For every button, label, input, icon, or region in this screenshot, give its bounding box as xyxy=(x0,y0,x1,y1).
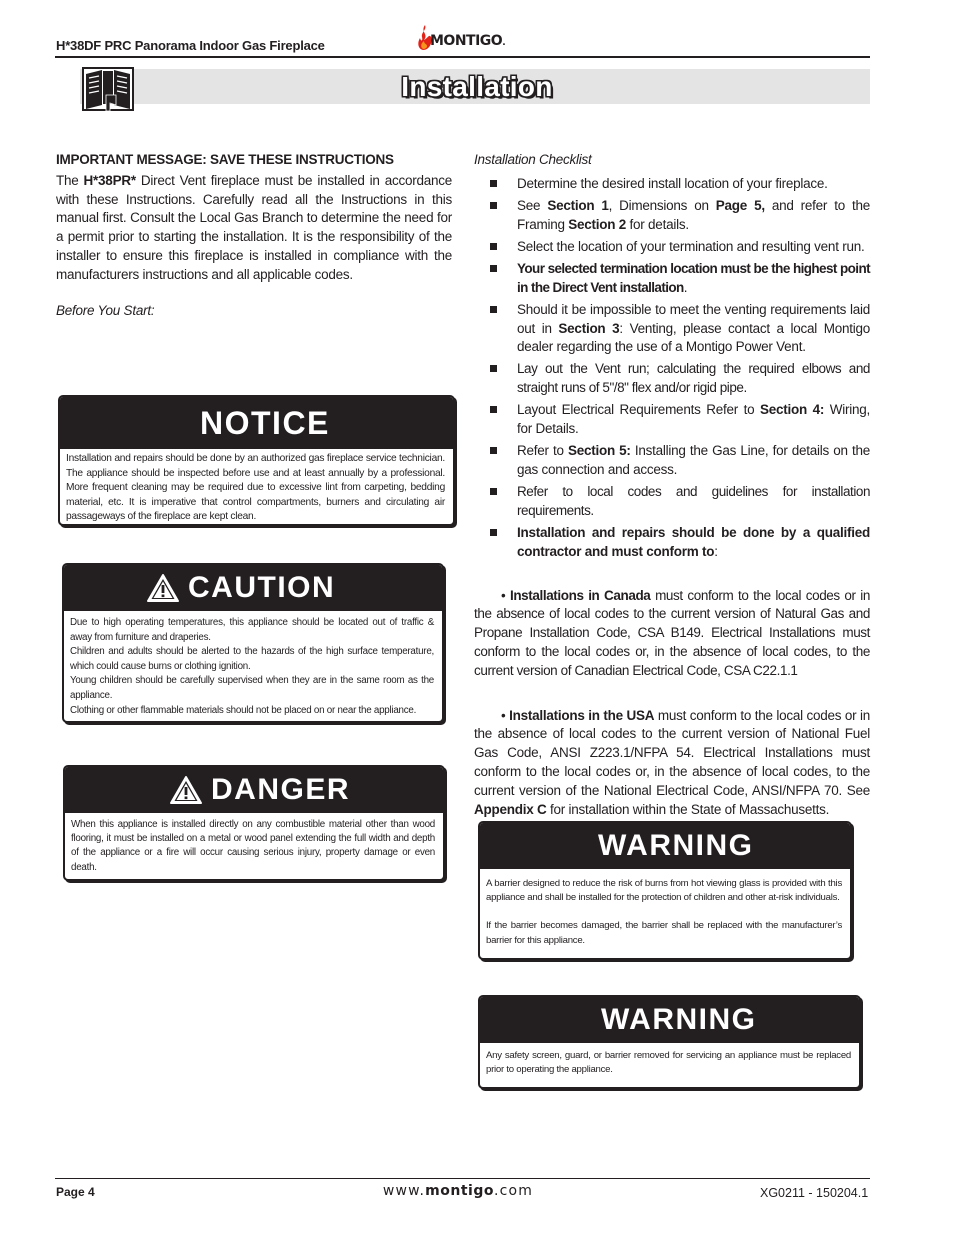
important-message-heading: IMPORTANT MESSAGE: SAVE THESE INSTRUCTIONS xyxy=(56,152,394,167)
notice-title: NOTICE xyxy=(60,397,453,449)
caution-line: Clothing or other flammable materials should not be placed on or near the appliance. xyxy=(70,704,417,716)
warning-triangle-icon xyxy=(146,573,180,603)
warning-barrier-title: WARNING xyxy=(480,823,850,869)
warning-barrier-text: A barrier designed to reduce the risk of burns from hot viewing glass is provided with this appliance and shall be installed for the protection of children and other at-risk individuals. If the barrier becomes damaged, the barrier shall be replaced with the manufacturer’s barrier for this appliance. xyxy=(486,878,842,946)
checklist-item: Refer to Section 5: Installing the Gas Line, for details on the gas connection and access. xyxy=(474,442,870,480)
checklist-title: Installation Checklist xyxy=(474,152,592,167)
header-rule xyxy=(55,56,870,58)
checklist-item: Lay out the Vent run; calculating the required elbows and straight runs of 5"/8" flex and/or rigid pipe. xyxy=(474,360,870,398)
notice-box xyxy=(58,395,455,526)
checklist-item: See Section 1, Dimensions on Page 5, and refer to the Framing Section 2 for details. xyxy=(474,197,870,235)
installation-checklist xyxy=(474,175,870,562)
square-bullet-icon xyxy=(490,265,497,272)
montigo-logo xyxy=(417,25,512,55)
caution-line: Due to high operating temperatures, this appliance should be located out of traffic & away from furniture and draperies. xyxy=(70,617,434,643)
checklist-item: Determine the desired install location of your fireplace. xyxy=(474,175,870,194)
square-bullet-icon xyxy=(490,488,497,495)
page-number: Page 4 xyxy=(56,1185,95,1199)
checklist-item: Refer to local codes and guidelines for installation requirements. xyxy=(474,483,870,521)
caution-text xyxy=(64,611,442,722)
caution-header xyxy=(64,565,442,611)
warning-screen-box xyxy=(478,995,861,1089)
square-bullet-icon xyxy=(490,406,497,413)
section-title: Installation xyxy=(401,71,553,102)
left-column xyxy=(56,151,452,320)
logo-wordmark: MONTIGO. xyxy=(430,33,506,49)
warning-screen-text: Any safety screen, guard, or barrier removed for servicing an appliance must be replaced prior to operating the appliance. xyxy=(486,1050,851,1076)
square-bullet-icon xyxy=(490,447,497,454)
usa-installations-paragraph: • Installations in the USA must conform to the local codes or in the absence of local codes to the current version of National Fuel Gas Code, ANSI Z223.1/NFPA 54. Electrical Installations must conform to the local codes or, in the absence of local codes, to the current version of the National Electrical Code, ANSI/NFPA 70. See Appendix C for installation within the State of Massachusetts. xyxy=(474,707,870,817)
right-column xyxy=(474,151,870,819)
danger-text: When this appliance is installed directly on any combustible material other than wood flooring, it must be installed on a metal or wood panel extending the full width and depth of the appliance or a fire will occur causing serious injury, property damage or even death. xyxy=(71,819,435,873)
website-url: www.montigo.com xyxy=(382,1183,534,1199)
document-title: H*38DF PRC Panorama Indoor Gas Fireplace xyxy=(56,38,325,53)
square-bullet-icon xyxy=(490,243,497,250)
square-bullet-icon xyxy=(490,365,497,372)
danger-box xyxy=(63,765,445,881)
notice-text: Installation and repairs should be done by an authorized gas fireplace service technician. The appliance should be inspected before use and at least annually by a professional. More frequent cleaning may be required due to excessive lint from carpeting, bedding material, etc. It is imperative that control compartments, burners and circulating air passageways of the fireplace are kept clean. xyxy=(66,453,445,523)
checklist-item: Should it be impossible to meet the venting requirements laid out in Section 3: Venting, please contact a local Montigo dealer regarding the use of a Montigo Power Vent. xyxy=(474,301,870,357)
checklist-item: Your selected termination location must be the highest point in the Direct Vent installation. xyxy=(474,260,870,298)
document-code: XG0211 - 150204.1 xyxy=(760,1186,869,1200)
caution-title: CAUTION xyxy=(188,571,336,604)
intro-paragraph: The H*38PR* Direct Vent fireplace must be installed in accordance with these Instructions. Carefully read all the Instructions in this manual first. Consult the Local Gas Branch to determine the need for a permit prior to starting the installation. It is the responsibility of the installer to ensure this fireplace is installed in compliance with the manufacturers instructions and all applicable codes. xyxy=(56,172,452,282)
canada-installations-paragraph: • Installations in Canada must conform to the local codes or in the absence of local codes to the current version of Natural Gas and Propane Installation Code, CSA B149. Electrical Installations must conform to the local codes or, in the absence of local codes, to the current version of Canadian Electrical Code, CSA C22.1.1 xyxy=(474,587,870,678)
square-bullet-icon xyxy=(490,306,497,313)
square-bullet-icon xyxy=(490,529,497,536)
checklist-item: Select the location of your termination and resulting vent run. xyxy=(474,238,870,257)
warning-screen-title: WARNING xyxy=(480,997,859,1043)
checklist-item: Installation and repairs should be done by a qualified contractor and must conform to: xyxy=(474,524,870,562)
warning-barrier-box xyxy=(478,821,852,960)
warning-triangle-icon xyxy=(169,775,203,805)
square-bullet-icon xyxy=(490,202,497,209)
caution-line: Children and adults should be alerted to the hazards of the high surface temperature, which could cause burns or clothing ignition. xyxy=(70,646,434,672)
caution-line: Young children should be carefully supervised when they are in the same room as the appliance. xyxy=(70,675,434,701)
danger-header xyxy=(65,767,443,813)
square-bullet-icon xyxy=(490,180,497,187)
footer-rule xyxy=(55,1178,870,1179)
caution-box xyxy=(62,563,444,723)
danger-title: DANGER xyxy=(211,773,351,806)
before-you-start-label: Before You Start: xyxy=(56,302,155,318)
checklist-item: Layout Electrical Requirements Refer to Section 4: Wiring, for Details. xyxy=(474,401,870,439)
